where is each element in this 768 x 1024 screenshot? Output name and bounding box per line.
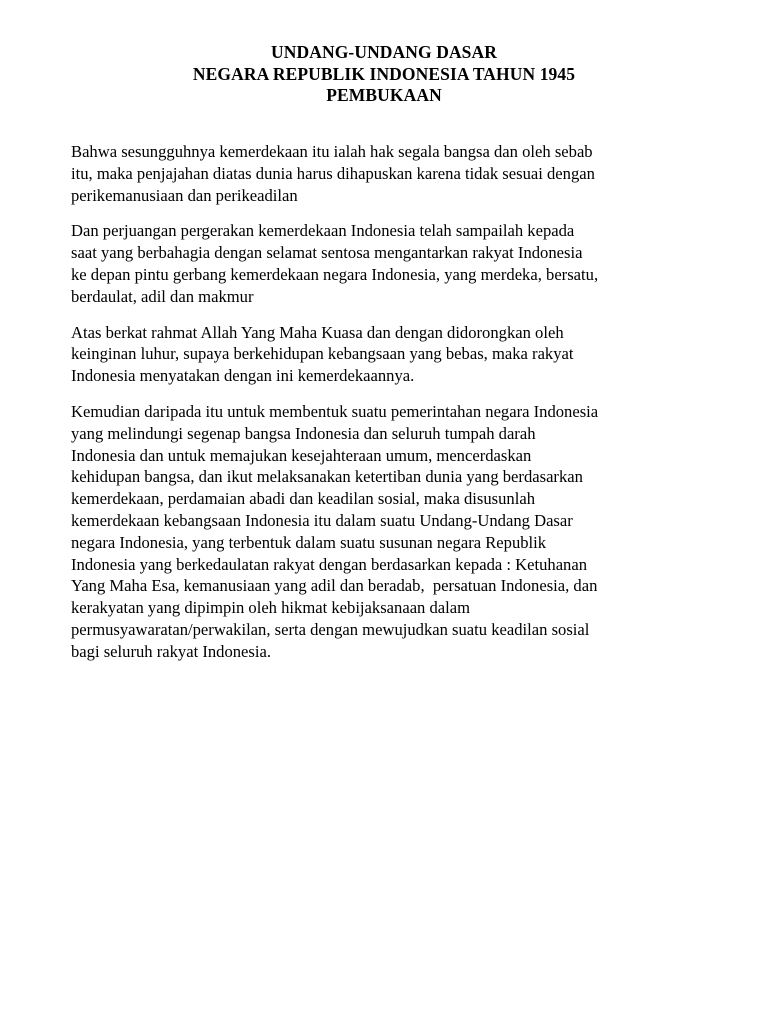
text-line: saat yang berbahagia dengan selamat sentosa mengantarkan rakyat Indonesia <box>71 243 583 263</box>
text-line: kemerdekaan kebangsaan Indonesia itu dalam suatu Undang-Undang Dasar <box>71 510 573 530</box>
text-line: Indonesia dan untuk memajukan kesejahteraan umum, mencerdaskan <box>71 445 532 465</box>
document-title <box>0 42 768 107</box>
document-body <box>71 141 721 677</box>
text-line: Yang Maha Esa, kemanusiaan yang adil dan beradab, persatuan Indonesia, dan <box>71 576 598 596</box>
title-line: UNDANG-UNDANG DASAR <box>271 42 497 62</box>
text-line: kemerdekaan, perdamaian abadi dan keadilan sosial, maka disusunlah <box>71 489 535 509</box>
text-line: Indonesia yang berkedaulatan rakyat dengan berdasarkan kepada : Ketuhanan <box>71 554 588 574</box>
text-line: permusyawaratan/perwakilan, serta dengan mewujudkan suatu keadilan sosial <box>71 619 590 639</box>
text-line: berdaulat, adil dan makmur <box>71 286 254 306</box>
text-line: Indonesia menyatakan dengan ini kemerdekaannya. <box>71 366 415 386</box>
text-line: Atas berkat rahmat Allah Yang Maha Kuasa dan dengan didorongkan oleh <box>71 322 564 342</box>
title-line: PEMBUKAAN <box>326 85 442 105</box>
text-line: Bahwa sesungguhnya kemerdekaan itu ialah hak segala bangsa dan oleh sebab <box>71 142 593 161</box>
paragraph <box>71 141 721 206</box>
text-line: yang melindungi segenap bangsa Indonesia dan seluruh tumpah darah <box>71 423 536 443</box>
text-line: negara Indonesia, yang terbentuk dalam suatu susunan negara Republik <box>71 532 547 552</box>
paragraph <box>71 322 721 387</box>
text-line: keinginan luhur, supaya berkehidupan kebangsaan yang bebas, maka rakyat <box>71 344 574 364</box>
text-line: Dan perjuangan pergerakan kemerdekaan Indonesia telah sampailah kepada <box>71 221 575 241</box>
paragraph <box>71 401 721 663</box>
text-line: kerakyatan yang dipimpin oleh hikmat kebijaksanaan dalam <box>71 598 471 618</box>
title-line: NEGARA REPUBLIK INDONESIA TAHUN 1945 <box>192 63 576 84</box>
text-line: itu, maka penjajahan diatas dunia harus dihapuskan karena tidak sesuai dengan <box>71 163 595 183</box>
text-line: bagi seluruh rakyat Indonesia. <box>71 641 271 661</box>
text-line: Kemudian daripada itu untuk membentuk suatu pemerintahan negara Indonesia <box>71 401 599 421</box>
text-line: ke depan pintu gerbang kemerdekaan negara Indonesia, yang merdeka, bersatu, <box>71 264 599 284</box>
text-line: kehidupan bangsa, dan ikut melaksanakan ketertiban dunia yang berdasarkan <box>71 467 583 487</box>
text-line: perikemanusiaan dan perikeadilan <box>71 185 298 205</box>
paragraph <box>71 220 721 307</box>
